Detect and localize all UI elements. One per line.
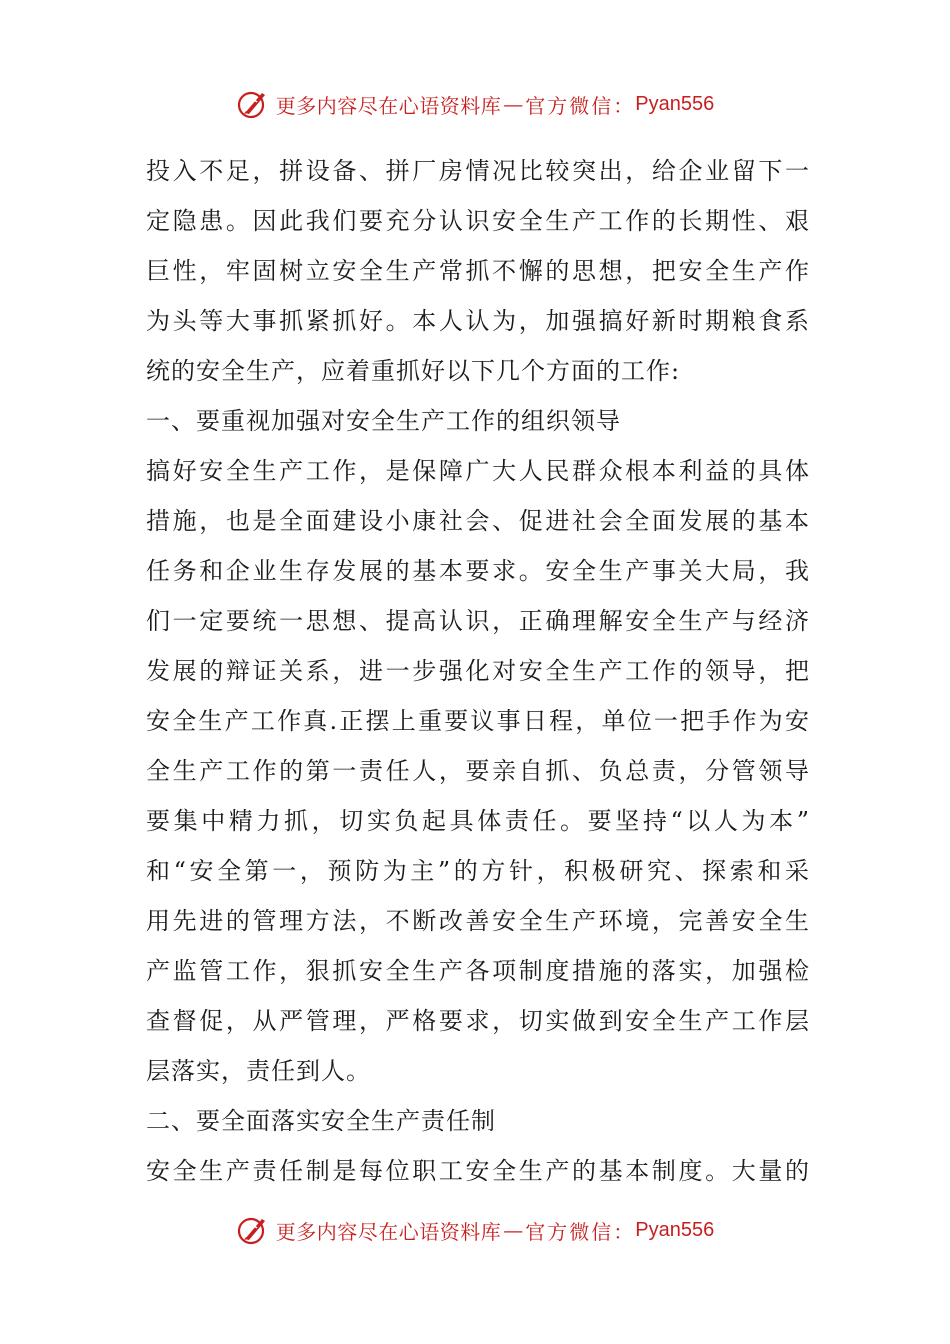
text-line-4: 为头等大事抓紧抓好。本人认为，加强搞好新时期粮食系: [146, 307, 810, 335]
text-line-19: 层落实，责任到人。: [146, 1057, 371, 1085]
text-line-7: 搞好安全生产工作，是保障广大人民群众根本利益的具体: [146, 457, 810, 485]
text-line-3: 巨性，牢固树立安全生产常抓不懈的思想，把安全生产作: [146, 257, 810, 285]
text-line-1: 投入不足，拼设备、拼厂房情况比较突出，给企业留下一: [146, 157, 810, 185]
text-line-2: 定隐患。因此我们要充分认识安全生产工作的长期性、艰: [146, 207, 810, 235]
quill-logo-icon: [236, 1213, 270, 1247]
text-line-9: 任务和企业生存发展的基本要求。安全生产事关大局，我: [146, 557, 810, 585]
header-banner: [0, 82, 950, 126]
footer-banner: [0, 1208, 950, 1252]
text-line-12: 安全生产工作真.正摆上重要议事日程，单位一把手作为安: [146, 707, 810, 735]
text-line-10: 们一定要统一思想、提高认识，正确理解安全生产与经济: [146, 607, 810, 635]
banner-wechat-label: 官方微信：: [525, 93, 636, 118]
banner-wechat-id: Pyan556: [635, 92, 715, 115]
text-line-21: 安全生产责任制是每位职工安全生产的基本制度。大量的: [146, 1157, 810, 1185]
banner-wechat-label: 官方微信：: [525, 1219, 636, 1244]
banner-wechat-id: Pyan556: [635, 1218, 715, 1241]
text-line-16: 用先进的管理方法，不断改善安全生产环境，完善安全生: [146, 907, 810, 935]
section-heading-2: 二、要全面落实安全生产责任制: [146, 1107, 496, 1135]
text-line-8: 措施，也是全面建设小康社会、促进社会全面发展的基本: [146, 507, 810, 535]
text-line-11: 发展的辩证关系，进一步强化对安全生产工作的领导，把: [146, 657, 810, 685]
banner-brand-text: 更多内容尽在心语资料库: [275, 93, 502, 118]
banner-dash: —: [503, 92, 524, 116]
banner-brand-text: 更多内容尽在心语资料库: [275, 1219, 502, 1244]
section-heading-1: 一、要重视加强对安全生产工作的组织领导: [146, 407, 621, 435]
quill-logo-icon: [236, 87, 270, 121]
text-line-15: 和“安全第一，预防为主”的方针，积极研究、探索和采: [146, 857, 810, 885]
text-line-5: 统的安全生产，应着重抓好以下几个方面的工作:: [146, 357, 681, 385]
text-line-18: 查督促，从严管理，严格要求，切实做到安全生产工作层: [146, 1007, 810, 1035]
document-body: [146, 146, 810, 1196]
text-line-14: 要集中精力抓，切实负起具体责任。要坚持“以人为本”: [146, 807, 810, 835]
text-line-13: 全生产工作的第一责任人，要亲自抓、负总责，分管领导: [146, 757, 810, 785]
banner-dash: —: [503, 1218, 524, 1242]
text-line-17: 产监管工作，狠抓安全生产各项制度措施的落实，加强检: [146, 957, 810, 985]
